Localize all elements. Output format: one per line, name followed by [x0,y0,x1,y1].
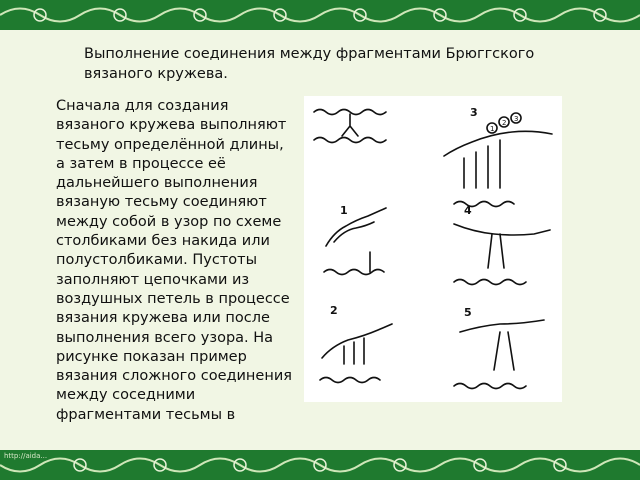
step-1-illustration [324,208,386,275]
crochet-joining-diagram [304,96,562,402]
chain-rows-illustration [314,110,386,143]
step-4-illustration [454,224,550,285]
step-3-illustration [444,113,552,207]
top-decorative-band [0,0,640,30]
step-label-3: 3 [470,106,478,119]
step-2-illustration [320,324,392,383]
step-5-illustration [454,320,544,389]
loop-mark-2: 2 [502,119,507,127]
slide-body-text: Сначала для создания вязаного кружева выполняют тесьму определённой длины, а затем в процессе её дальнейшего выполнения вязаную тесьму соединяют между собой в узор по схеме столбиками без накида или полустолбиками. Пустоты заполняют цепочками из воздушных петель в процессе вязания кружева или после выполнения всего узора. На рисунке показан пример вязания сложного соединения между соседними фрагментами тесьмы в [56,98,292,423]
step-label-2: 2 [330,304,338,317]
slide-title: Выполнение соединения между фрагментами Брюггского вязаного кружева. [84,46,535,82]
bottom-decorative-band [0,450,640,480]
step-label-5: 5 [464,306,472,319]
step-label-1: 1 [340,204,348,217]
loop-mark-1: 1 [490,125,495,133]
footer-url: http://aida... [4,452,48,460]
loop-mark-3: 3 [514,115,519,123]
step-label-4: 4 [464,204,472,217]
